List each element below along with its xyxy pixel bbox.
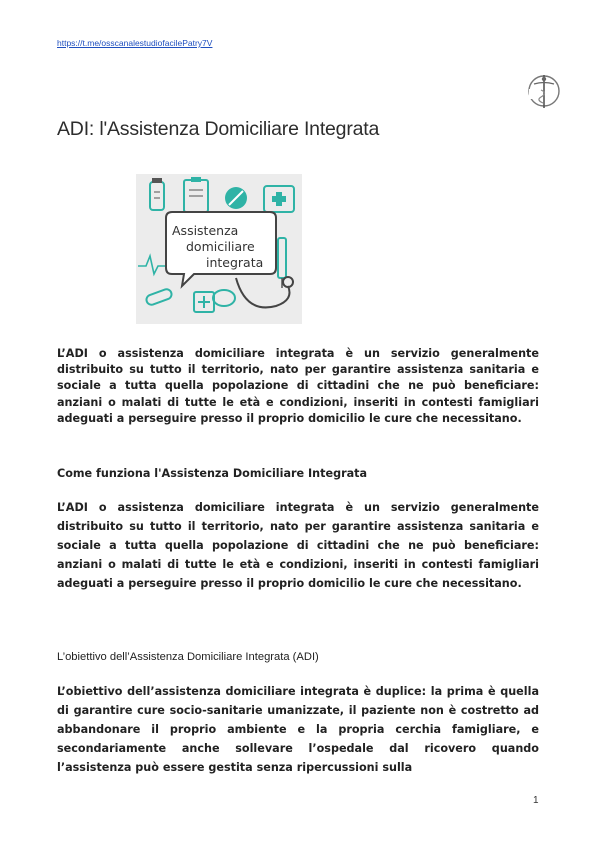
- how-it-works-paragraph: L’ADI o assistenza domiciliare integrata è un servizio generalmente distribuito su tutto il territorio, nato per garantire assistenza sanitaria e sociale a tutta quella popolazione di cittadini che ne può beneficiare: anziani o malati di tutte le età e condizioni, inseriti in contesti famigliari adeguati a perseguire presso il proprio domicilio le cure che necessitano.: [57, 501, 539, 590]
- bubble-line-3: integrata: [206, 255, 264, 270]
- section-heading-how-it-works: Come funziona l'Assistenza Domiciliare Integrata: [57, 467, 368, 480]
- section-heading-objective: L’obiettivo dell’Assistenza Domiciliare Integrata (ADI): [57, 651, 319, 663]
- objective-paragraph: L’obiettivo dell’assistenza domiciliare integrata è duplice: la prima è quella di garantire cure socio-sanitarie umanizzate, il paziente non è costretto ad abbandonare il proprio ambiente e la propria cerchia famigliare, e secondariamente anche sollevare l’ospedale dal ricovero quando l’assistenza può essere gestita senza ripercussioni sulla: [57, 685, 539, 774]
- page-title: ADI: l'Assistenza Domiciliare Integrata: [57, 118, 380, 140]
- intro-paragraph: L’ADI o assistenza domiciliare integrata è un servizio generalmente distribuito su tutto il territorio, nato per garantire assistenza sanitaria e sociale a tutta quella popolazione di cittadini che ne può beneficiare: anziani o malati di tutte le età e condizioni, inseriti in contesti famigliari adeguati a perseguire presso il proprio domicilio le cure che necessitano.: [57, 347, 539, 425]
- bubble-line-1: Assistenza: [172, 223, 239, 238]
- page-number: 1: [533, 795, 539, 806]
- telegram-channel-link[interactable]: https://t.me/osscanalestudiofacilePatry7V: [57, 38, 213, 48]
- bubble-line-2: domiciliare: [186, 239, 255, 254]
- medical-items-illustration: [136, 174, 302, 324]
- caduceus-figure-logo: [524, 70, 564, 112]
